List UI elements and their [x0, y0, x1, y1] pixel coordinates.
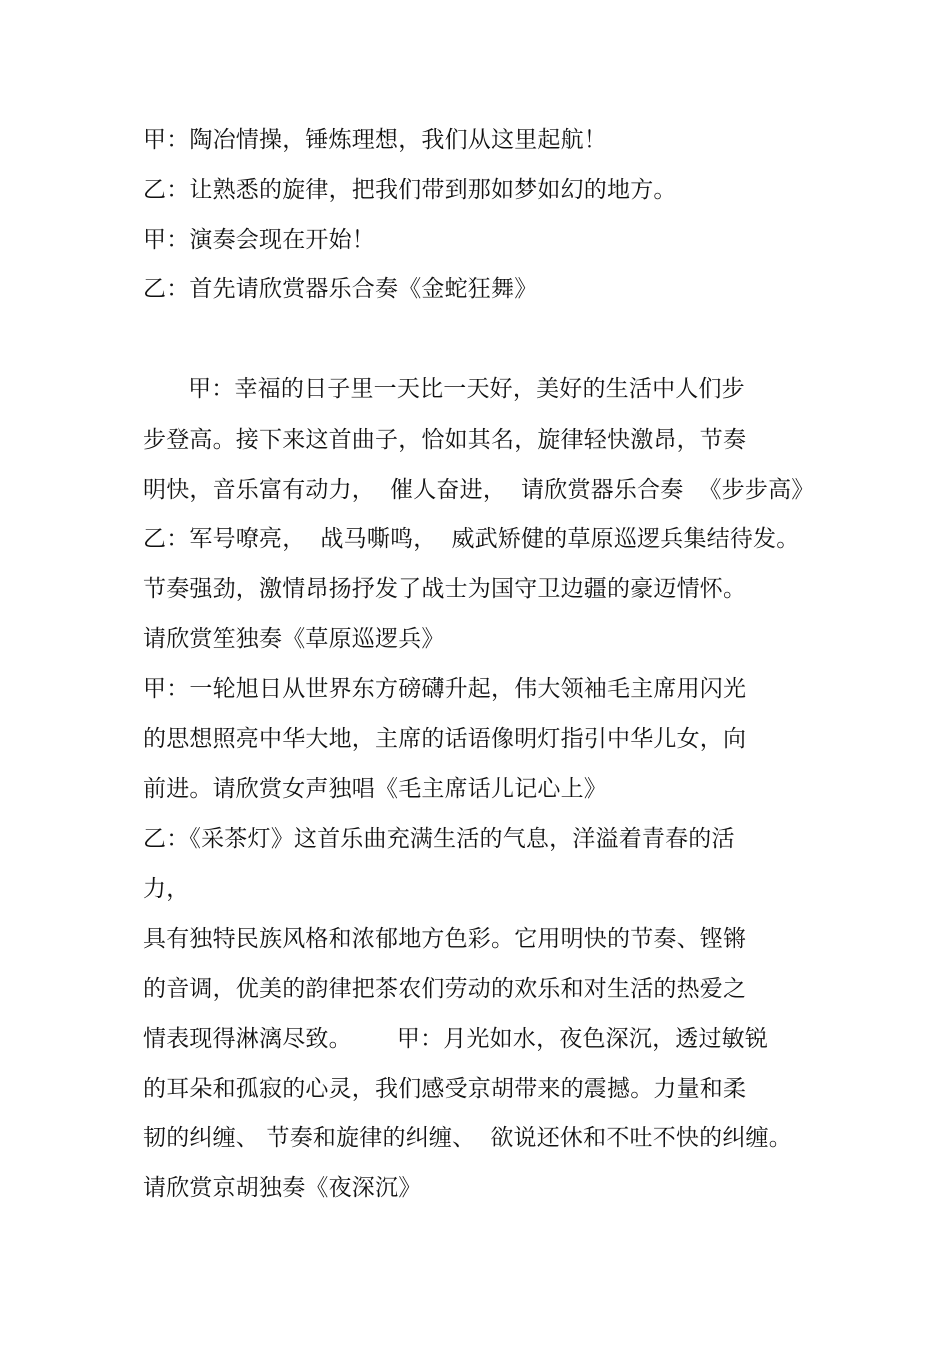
- text-line: 乙：《采茶灯》这首乐曲充满生活的气息，洋溢着青春的活: [143, 826, 735, 852]
- text-line: 的音调，优美的韵律把茶农们劳动的欢乐和对生活的热爱之: [143, 976, 747, 1002]
- text-line: 甲：演奏会现在开始！: [143, 227, 375, 253]
- text-line: 节奏强劲，激情昂扬抒发了战士为国守卫边疆的豪迈情怀。: [143, 576, 747, 602]
- text-line: 具有独特民族风格和浓郁地方色彩。它用明快的节奏、铿锵: [143, 926, 747, 952]
- text-line: 的耳朵和孤寂的心灵，我们感受京胡带来的震撼。力量和柔: [143, 1076, 747, 1102]
- text-line: 请欣赏京胡独奏《夜深沉》: [143, 1175, 422, 1201]
- text-line: 乙：首先请欣赏器乐合奏《金蛇狂舞》: [143, 276, 538, 302]
- text-line: 韧的纠缠、 节奏和旋律的纠缠、 欲说还休和不吐不快的纠缠。: [143, 1125, 792, 1151]
- text-line: 乙：军号嘹亮， 战马嘶鸣， 威武矫健的草原巡逻兵集结待发。: [143, 526, 800, 552]
- text-line: 甲：陶冶情操，锤炼理想，我们从这里起航！: [143, 127, 607, 153]
- text-line: 的思想照亮中华大地，主席的话语像明灯指引中华儿女，向: [143, 726, 747, 752]
- text-line: 明快，音乐富有动力， 催人奋进， 请欣赏器乐合奏 《步步高》: [143, 477, 815, 503]
- text-line: 乙：让熟悉的旋律，把我们带到那如梦如幻的地方。: [143, 177, 677, 203]
- text-line: 力，: [143, 876, 190, 902]
- text-line: 前进。请欣赏女声独唱《毛主席话儿记心上》: [143, 776, 607, 802]
- text-line: 步登高。接下来这首曲子，恰如其名，旋律轻快激昂，节奏: [143, 427, 747, 453]
- text-line: 甲：一轮旭日从世界东方磅礴升起，伟大领袖毛主席用闪光: [143, 676, 747, 702]
- text-line: 请欣赏笙独奏《草原巡逻兵》: [143, 626, 445, 652]
- text-line: 甲：幸福的日子里一天比一天好，美好的生活中人们步: [143, 376, 745, 402]
- text-line: 情表现得淋漓尽致。 甲：月光如水，夜色深沉，透过敏锐: [143, 1026, 769, 1052]
